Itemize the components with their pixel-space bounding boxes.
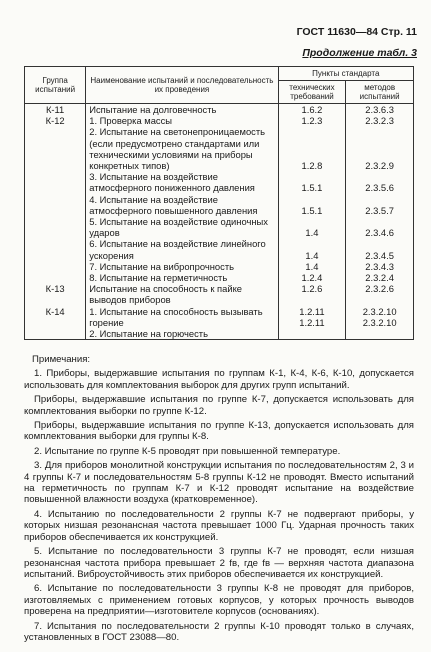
cell-tech: 1.2.3 1.2.8 1.5.1 1.5.1 1.4 1.4 1.4 1.2.4 bbox=[278, 115, 346, 283]
table-continuation-label: Продолжение табл. 3 bbox=[302, 47, 417, 59]
cell-name: Испытание на долговечность bbox=[86, 104, 278, 116]
cell-tech: 1.2.11 1.2.11 bbox=[278, 306, 346, 340]
note-paragraph: Приборы, выдержавшие испытания по группе К-13, допускается использовать для комплектования выборки для группы К-8. bbox=[24, 420, 414, 443]
table-row bbox=[25, 104, 414, 116]
cell-group: К-12 bbox=[25, 115, 86, 283]
cell-group: К-13 bbox=[25, 283, 86, 305]
cell-name: 1. Проверка массы 2. Испытание на светонепроницаемость (если предусмотрено стандартами или техническими условиями на приборы конкретных типов) 3. Испытание на воздействие атмосферного пониженного давления 4. Испытание на воздействие атмосферного повышенного давления 5. Испытание на воздействие одиночных ударов 6. Испытание на воздействие линейного ускорения 7. Испытание на вибропрочность 8. Испытание на герметичность bbox=[86, 115, 278, 283]
cell-method: 2.3.2.3 2.3.2.9 2.3.5.6 2.3.5.7 2.3.4.6 2.3.4.5 2.3.4.3 2.3.2.4 bbox=[346, 115, 414, 283]
col-header-points: Пункты стандарта bbox=[278, 67, 413, 81]
note-paragraph: 4. Испытанию по последовательности 2 группы К-7 не подвергают приборы, у которых низшая резонансная частота превышает 1000 Гц. Ударная прочность таких приборов обеспечивается их конструкцией. bbox=[24, 508, 414, 543]
cell-tech: 1.6.2 bbox=[278, 104, 346, 116]
tests-table bbox=[24, 66, 414, 340]
cell-name: 1. Испытание на способность вызывать горение 2. Испытание на горючесть bbox=[86, 306, 278, 340]
note-paragraph: 3. Для приборов монолитной конструкции испытания по последовательностям 2, 3 и 4 группы К-7 и последовательностям 5-8 группы К-12 не проводят. Вместо испытаний на герметичность по группам К-7 и К-12 проводят испытание на воздействие повышенной влажности воздуха (кратковременное). bbox=[24, 460, 414, 506]
col-header-group: Группа испытаний bbox=[25, 67, 86, 104]
note-paragraph: Приборы, выдержавшие испытания по группе К-7, допускается использовать для комплектования выборки по группе К-12. bbox=[24, 394, 414, 417]
note-paragraph: 5. Испытание по последовательности 3 группы К-7 не проводят, если низшая резонансная частота прибора превышает 2 fв, где fв — верхняя частота диапазона испытаний. Виброустойчивость этих приборов обеспечивается их конструкцией. bbox=[24, 546, 414, 580]
table-row bbox=[25, 283, 414, 305]
cell-name: Испытание на способность к пайке выводов приборов bbox=[86, 283, 278, 305]
cell-group: К-14 bbox=[25, 306, 86, 340]
cell-method: 2.3.6.3 bbox=[346, 104, 414, 116]
notes-section bbox=[24, 354, 414, 646]
col-header-methods: методов испытаний bbox=[346, 81, 414, 104]
note-paragraph: 1. Приборы, выдержавшие испытания по группам К-1, К-4, К-6, К-10, допускается использовать для комплектования выборок для других групп испытаний. bbox=[24, 368, 414, 391]
cell-method: 2.3.2.6 bbox=[346, 283, 414, 305]
note-paragraph: 7. Испытания по последовательности 2 группы К-10 проводят только в случаях, установленных в ГОСТ 23088—80. bbox=[24, 620, 414, 643]
page-header: ГОСТ 11630—84 Стр. 11 bbox=[296, 26, 417, 38]
cell-tech: 1.2.6 bbox=[278, 283, 346, 305]
table-row bbox=[25, 306, 414, 340]
col-header-tech: технических требований bbox=[278, 81, 346, 104]
notes-title: Примечания: bbox=[32, 354, 91, 365]
note-paragraph: 2. Испытание по группе К-5 проводят при повышенной температуре. bbox=[34, 445, 341, 457]
cell-method: 2.3.2.10 2.3.2.10 bbox=[346, 306, 414, 340]
col-header-name: Наименование испытаний и последовательность их проведения bbox=[86, 67, 278, 104]
table-row bbox=[25, 115, 414, 283]
cell-group: К-11 bbox=[25, 104, 86, 116]
note-paragraph: 6. Испытание по последовательности 3 группы К-8 не проводят для приборов, изготовляемых с применением готовых корпусов, у которых прочность выводов проверена на предприятии—изготовителе корпусов (основаниях). bbox=[24, 583, 414, 618]
